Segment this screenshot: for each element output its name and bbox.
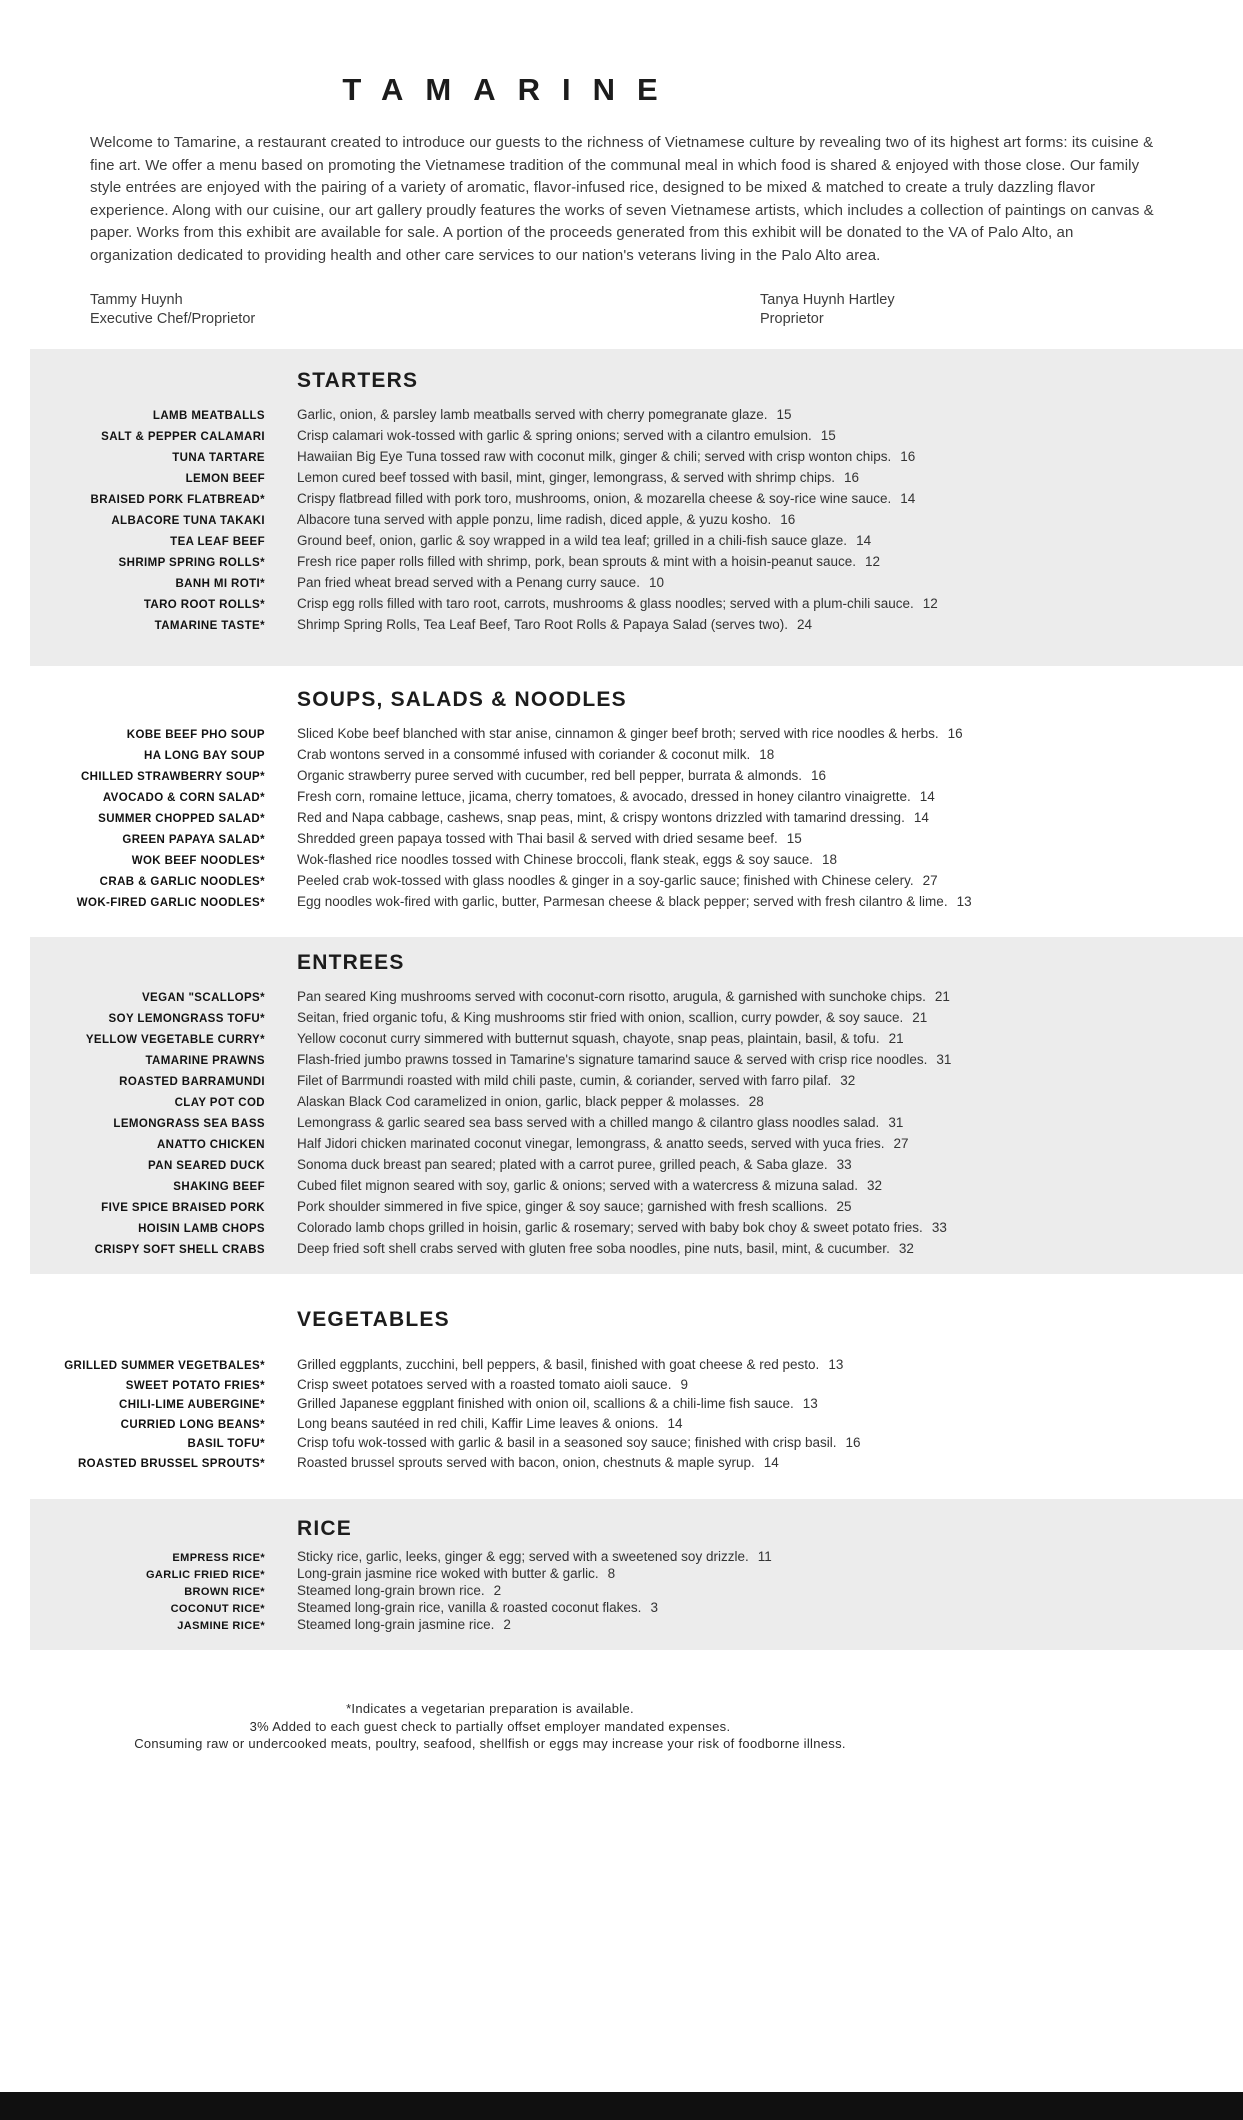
proprietor-signature <box>760 291 895 329</box>
menu-item <box>30 468 1235 489</box>
menu-item <box>30 1566 1235 1583</box>
item-price: 14 <box>667 1415 683 1431</box>
item-price: 2 <box>503 1617 511 1632</box>
item-description-text: Hawaiian Big Eye Tuna tossed raw with coconut milk, ginger & chili; served with crisp wonton chips. <box>297 449 892 464</box>
menu-item <box>30 1008 1235 1029</box>
item-description <box>297 447 915 466</box>
item-description <box>297 987 950 1006</box>
item-description-text: Cubed filet mignon seared with soy, garlic & onions; served with a watercress & mizuna salad. <box>297 1178 859 1193</box>
item-description <box>297 531 871 550</box>
item-price: 21 <box>912 1010 928 1025</box>
item-name: BROWN RICE* <box>184 1586 265 1598</box>
item-description <box>297 1050 951 1069</box>
item-price: 13 <box>828 1357 844 1372</box>
item-price: 28 <box>748 1094 764 1109</box>
item-description <box>297 1376 688 1394</box>
section-title-starters: STARTERS <box>297 369 419 392</box>
item-price: 16 <box>900 449 916 464</box>
item-description <box>297 594 938 613</box>
item-description-text: Roasted brussel sprouts served with bacon, onion, chestnuts & maple syrup. <box>297 1454 755 1470</box>
item-price: 15 <box>786 831 802 846</box>
item-price: 15 <box>776 407 792 422</box>
chef-name: Tammy Huynh <box>90 292 183 308</box>
item-description <box>297 1415 683 1433</box>
item-description-text: Long beans sautéed in red chili, Kaffir Lime leaves & onions. <box>297 1415 659 1431</box>
item-description-text: Crisp egg rolls filled with taro root, carrots, mushrooms & glass noodles; served with a plum-chili sauce. <box>297 596 914 611</box>
item-description-text: Seitan, fried organic tofu, & King mushrooms stir fried with onion, scallion, curry powder, & soy sauce. <box>297 1010 904 1025</box>
menu-item <box>30 1239 1235 1260</box>
menu-item <box>30 426 1235 447</box>
item-name: CHILI-LIME AUBERGINE* <box>119 1399 265 1411</box>
item-name: JASMINE RICE* <box>177 1620 265 1632</box>
menu-item <box>30 987 1235 1008</box>
item-description <box>297 1617 511 1633</box>
item-name: VEGAN "SCALLOPS* <box>141 992 265 1004</box>
item-description <box>297 1434 861 1452</box>
item-name: TUNA TARTARE <box>172 452 265 464</box>
item-description-text: Sliced Kobe beef blanched with star anise, cinnamon & ginger beef broth; served with rice noodles & herbs. <box>297 726 939 741</box>
proprietor-title: Proprietor <box>760 311 824 327</box>
item-description <box>297 871 938 890</box>
menu-item <box>30 1583 1235 1600</box>
item-description <box>297 1092 764 1111</box>
section-title-rice: RICE <box>297 1517 352 1540</box>
item-description-text: Grilled eggplants, zucchini, bell peppers, & basil, finished with goat cheese & red pesto. <box>297 1357 820 1372</box>
menu-item <box>30 573 1235 594</box>
section-entrees <box>30 937 1243 1274</box>
item-name: LEMON BEEF <box>185 473 265 485</box>
item-name: YELLOW VEGETABLE CURRY* <box>85 1034 265 1046</box>
item-name: FIVE SPICE BRAISED PORK <box>101 1202 265 1214</box>
item-description-text: Albacore tuna served with apple ponzu, lime radish, diced apple, & yuzu kosho. <box>297 512 772 527</box>
footer-note-surcharge: 3% Added to each guest check to partially offset employer mandated expenses. <box>249 1718 731 1734</box>
item-price: 2 <box>493 1583 502 1598</box>
item-price: 14 <box>919 789 935 804</box>
item-description-text: Deep fried soft shell crabs served with gluten free soba noodles, pine nuts, basil, mint, & cucumber. <box>297 1241 890 1256</box>
item-name: SHAKING BEEF <box>173 1181 265 1193</box>
item-name: TAMARINE TASTE* <box>154 620 265 632</box>
section-soups-salads-noodles <box>30 666 1243 937</box>
item-description <box>297 1134 909 1153</box>
item-name: KOBE BEEF PHO SOUP <box>126 729 265 741</box>
item-name: SOY LEMONGRASS TOFU* <box>108 1013 265 1025</box>
item-description <box>297 426 836 445</box>
item-name: SHRIMP SPRING ROLLS* <box>118 557 265 569</box>
item-price: 16 <box>947 726 963 741</box>
item-price: 31 <box>888 1115 904 1130</box>
item-description <box>297 468 859 487</box>
menu-item <box>30 1092 1235 1113</box>
item-price: 13 <box>802 1396 818 1411</box>
item-name: COCONUT RICE* <box>170 1603 265 1615</box>
item-name: WOK-FIRED GARLIC NOODLES* <box>76 897 265 909</box>
menu-item <box>30 1454 1235 1474</box>
item-name: HOISIN LAMB CHOPS <box>138 1223 265 1235</box>
item-price: 16 <box>811 768 827 783</box>
menu-item <box>30 745 1235 766</box>
section-rice <box>30 1499 1243 1650</box>
item-price: 21 <box>888 1031 904 1046</box>
menu-item <box>30 787 1235 808</box>
item-name: PAN SEARED DUCK <box>148 1160 265 1172</box>
item-description-text: Yellow coconut curry simmered with butternut squash, chayote, snap peas, plaintain, basil, & tofu. <box>297 1031 880 1046</box>
item-description-text: Alaskan Black Cod caramelized in onion, garlic, black pepper & molasses. <box>297 1094 740 1109</box>
item-description-text: Half Jidori chicken marinated coconut vinegar, lemongrass, & anatto seeds, served with yuca fries. <box>297 1136 885 1151</box>
item-description <box>297 766 826 785</box>
signature-row <box>90 291 1243 333</box>
item-description-text: Steamed long-grain jasmine rice. <box>297 1617 495 1632</box>
item-price: 16 <box>845 1435 861 1450</box>
item-name: CHILLED STRAWBERRY SOUP* <box>80 771 265 783</box>
menu-item <box>30 1071 1235 1092</box>
item-price: 12 <box>865 554 881 569</box>
menu-item <box>30 1218 1235 1239</box>
item-description-text: Wok-flashed rice noodles tossed with Chinese broccoli, flank steak, eggs & soy sauce. <box>297 852 814 867</box>
item-price: 14 <box>913 810 929 825</box>
item-description-text: Red and Napa cabbage, cashews, snap peas, mint, & crispy wontons drizzled with tamarind dressing. <box>297 810 905 825</box>
item-description-text: Crisp calamari wok-tossed with garlic & spring onions; served with a cilantro emulsion. <box>297 428 812 443</box>
footer-note-vegetarian: *Indicates a vegetarian preparation is available. <box>346 1701 634 1716</box>
item-description <box>297 489 915 508</box>
menu-item <box>30 1395 1235 1415</box>
item-description-text: Colorado lamb chops grilled in hoisin, garlic & rosemary; served with baby bok choy & sweet potato fries. <box>297 1220 923 1235</box>
item-name: CLAY POT COD <box>174 1097 265 1109</box>
item-description <box>297 1454 779 1472</box>
chef-title: Executive Chef/Proprietor <box>90 311 256 327</box>
menu-item <box>30 594 1235 615</box>
menu-item <box>30 1415 1235 1435</box>
item-price: 32 <box>840 1073 856 1088</box>
item-name: ANATTO CHICKEN <box>156 1139 265 1151</box>
item-name: EMPRESS RICE* <box>172 1552 265 1564</box>
item-price: 13 <box>956 894 972 909</box>
menu-item <box>30 724 1235 745</box>
menu-item <box>30 1113 1235 1134</box>
item-price: 3 <box>650 1600 658 1615</box>
item-name: ALBACORE TUNA TAKAKI <box>111 515 265 527</box>
item-name: SALT & PEPPER CALAMARI <box>101 431 265 443</box>
item-price: 33 <box>836 1157 852 1172</box>
section-title-entrees: ENTREES <box>297 951 405 974</box>
item-name: ROASTED BARRAMUNDI <box>119 1076 265 1088</box>
item-description-text: Organic strawberry puree served with cucumber, red bell pepper, burrata & almonds. <box>297 768 802 783</box>
menu-item <box>30 766 1235 787</box>
menu-item <box>30 447 1235 468</box>
item-name: WOK BEEF NOODLES* <box>131 855 265 867</box>
item-description <box>297 552 880 571</box>
item-description-text: Lemon cured beef tossed with basil, mint, ginger, lemongrass, & served with shrimp chips. <box>297 470 836 485</box>
menu-item <box>30 1029 1235 1050</box>
section-starters <box>30 349 1243 666</box>
section-title-vegetables: VEGETABLES <box>297 1308 450 1331</box>
item-name: TARO ROOT ROLLS* <box>143 599 265 611</box>
item-description-text: Crisp sweet potatoes served with a roasted tomato aioli sauce. <box>297 1376 672 1392</box>
item-name: SUMMER CHOPPED SALAD* <box>98 813 265 825</box>
item-description-text: Lemongrass & garlic seared sea bass served with a chilled mango & cilantro glass noodles salad. <box>297 1115 880 1130</box>
item-description <box>297 510 795 529</box>
item-price: 32 <box>898 1241 914 1256</box>
item-name: TAMARINE PRAWNS <box>145 1055 265 1067</box>
item-description <box>297 1113 903 1132</box>
item-price: 31 <box>936 1052 952 1067</box>
menu-item <box>30 510 1235 531</box>
item-price: 16 <box>780 512 796 527</box>
menu-page <box>0 72 1243 1753</box>
item-description-text: Crispy flatbread filled with pork toro, mushrooms, onion, & mozarella cheese & soy-rice wine sauce. <box>297 491 892 506</box>
menu-item <box>30 489 1235 510</box>
menu-item <box>30 1549 1235 1566</box>
item-name: GREEN PAPAYA SALAD* <box>122 834 265 846</box>
item-description-text: Grilled Japanese eggplant finished with onion oil, scallions & a chili-lime fish sauce. <box>297 1396 794 1411</box>
item-name: BRAISED PORK FLATBREAD* <box>90 494 265 506</box>
item-name: SWEET POTATO FRIES* <box>125 1379 265 1392</box>
item-description-text: Steamed long-grain rice, vanilla & roasted coconut flakes. <box>297 1600 642 1615</box>
item-price: 16 <box>844 470 860 485</box>
intro-paragraph: Welcome to Tamarine, a restaurant created to introduce our guests to the richness of Vietnamese culture by revealing two of its highest art forms: its cuisine & fine art. We offer a menu based on promoting the Vietnamese tradition of the communal meal in which food is shared & enjoyed with those close. Our family style entrées are enjoyed with the pairing of a variety of aromatic, flavor-infused rice, designed to be mixed & matched to create a truly dazzling flavor experience. Along with our cuisine, our art gallery proudly features the works of seven Vietnamese artists, which includes a collection of paintings on canvas & paper. Works from this exhibit are available for sale. A portion of the proceeds generated from this exhibit will be donated to the VA of Palo Alto, an organization dedicated to providing health and other care services to our nation's veterans living in the Palo Alto area. <box>90 134 1154 264</box>
menu-item <box>30 1356 1235 1376</box>
item-description-text: Steamed long-grain brown rice. <box>297 1583 485 1598</box>
menu-item <box>30 1134 1235 1155</box>
item-description <box>297 850 837 869</box>
item-description <box>297 1566 615 1582</box>
item-description-text: Long-grain jasmine rice woked with butter & garlic. <box>297 1566 599 1581</box>
item-description <box>297 1155 852 1174</box>
item-description <box>297 1029 904 1048</box>
item-description <box>297 1008 927 1027</box>
item-description-text: Crisp tofu wok-tossed with garlic & basil in a seasoned soy sauce; finished with crisp basil. <box>297 1435 837 1450</box>
item-description-text: Fresh rice paper rolls filled with shrimp, pork, bean sprouts & mint with a hoisin-peanut sauce. <box>297 554 857 569</box>
item-name: BASIL TOFU* <box>187 1438 265 1450</box>
item-price: 14 <box>856 533 872 548</box>
item-description <box>297 1197 852 1216</box>
item-description-text: Pan seared King mushrooms served with coconut-corn risotto, arugula, & garnished with sunchoke chips. <box>297 989 926 1004</box>
restaurant-title: TAMARINE <box>342 72 680 107</box>
item-price: 18 <box>759 747 775 762</box>
menu-item <box>30 1050 1235 1071</box>
section-title-soups-salads-noodles: SOUPS, SALADS & NOODLES <box>297 688 627 711</box>
item-price: 12 <box>922 596 938 611</box>
item-name: CURRIED LONG BEANS* <box>120 1418 265 1431</box>
footer-notes <box>0 1700 980 1753</box>
item-description <box>297 787 935 806</box>
item-description <box>297 573 664 592</box>
item-name: LAMB MEATBALLS <box>152 410 265 422</box>
menu-item <box>30 850 1235 871</box>
item-price: 14 <box>900 491 916 506</box>
footer-note-health-warning: Consuming raw or undercooked meats, poultry, seafood, shellfish or eggs may increase your risk of foodborne illness. <box>134 1736 846 1751</box>
item-description-text: Filet of Barrmundi roasted with mild chili paste, cumin, & coriander, served with farro pilaf. <box>297 1073 832 1088</box>
menu-item <box>30 871 1235 892</box>
bottom-black-bar <box>0 2092 1243 2120</box>
item-name: HA LONG BAY SOUP <box>144 750 265 762</box>
item-description-text: Sticky rice, garlic, leeks, ginger & egg; served with a sweetened soy drizzle. <box>297 1549 749 1564</box>
item-description-text: Egg noodles wok-fired with garlic, butter, Parmesan cheese & black pepper; served with fresh cilantro & lime. <box>297 894 948 909</box>
menu-item <box>30 1434 1235 1454</box>
item-description-text: Pork shoulder simmered in five spice, ginger & soy sauce; garnished with fresh scallions. <box>297 1199 828 1214</box>
item-name: ROASTED BRUSSEL SPROUTS* <box>77 1457 265 1470</box>
proprietor-name: Tanya Huynh Hartley <box>760 292 895 308</box>
item-description <box>297 1071 855 1090</box>
item-price: 14 <box>763 1454 779 1470</box>
menu-item <box>30 1155 1235 1176</box>
item-name: AVOCADO & CORN SALAD* <box>102 792 265 804</box>
item-description-text: Garlic, onion, & parsley lamb meatballs served with cherry pomegranate glaze. <box>297 407 768 422</box>
item-name: TEA LEAF BEEF <box>170 536 265 548</box>
menu-item <box>30 1376 1235 1396</box>
item-price: 11 <box>757 1549 772 1564</box>
item-description <box>297 405 792 424</box>
menu-item <box>30 808 1235 829</box>
chef-signature <box>90 291 1243 329</box>
section-vegetables <box>30 1274 1243 1499</box>
item-price: 25 <box>836 1199 852 1214</box>
item-name: BANH MI ROTI* <box>175 578 265 590</box>
item-price: 10 <box>648 575 664 590</box>
item-description <box>297 1395 818 1413</box>
item-price: 18 <box>822 852 838 867</box>
item-price: 8 <box>607 1566 616 1581</box>
item-description-text: Pan fried wheat bread served with a Penang curry sauce. <box>297 575 640 590</box>
item-name: LEMONGRASS SEA BASS <box>113 1118 265 1130</box>
item-description <box>297 808 929 827</box>
menu-item <box>30 1176 1235 1197</box>
item-description <box>297 1549 772 1565</box>
item-description-text: Shredded green papaya tossed with Thai basil & served with dried sesame beef. <box>297 831 778 846</box>
menu-item <box>30 1600 1235 1617</box>
item-description-text: Ground beef, onion, garlic & soy wrapped in a wild tea leaf; grilled in a chili-fish sauce glaze. <box>297 533 848 548</box>
item-description <box>297 1176 882 1195</box>
menu-item <box>30 615 1235 636</box>
item-description-text: Crab wontons served in a consommé infused with coriander & coconut milk. <box>297 747 751 762</box>
item-description <box>297 615 812 634</box>
item-description <box>297 1600 658 1616</box>
item-price: 27 <box>893 1136 909 1151</box>
item-description <box>297 1356 843 1374</box>
menu-item <box>30 405 1235 426</box>
item-price: 27 <box>922 873 938 888</box>
menu-item <box>30 1197 1235 1218</box>
item-description-text: Sonoma duck breast pan seared; plated with a carrot puree, grilled peach, & Saba glaze. <box>297 1157 828 1172</box>
item-price: 15 <box>820 428 836 443</box>
item-name: GRILLED SUMMER VEGETBALES* <box>64 1360 265 1372</box>
item-price: 32 <box>867 1178 883 1193</box>
item-description <box>297 1583 501 1599</box>
item-name: CRISPY SOFT SHELL CRABS <box>94 1244 265 1256</box>
item-description-text: Peeled crab wok-tossed with glass noodles & ginger in a soy-garlic sauce; finished with Chinese celery. <box>297 873 914 888</box>
menu-item <box>30 531 1235 552</box>
menu-item <box>30 552 1235 573</box>
item-price: 24 <box>797 617 813 632</box>
menu-item <box>30 1617 1235 1634</box>
item-description <box>297 745 774 764</box>
menu-item <box>30 892 1235 913</box>
item-name: GARLIC FRIED RICE* <box>145 1569 265 1581</box>
item-description-text: Shrimp Spring Rolls, Tea Leaf Beef, Taro Root Rolls & Papaya Salad (serves two). <box>297 617 788 632</box>
item-description-text: Fresh corn, romaine lettuce, jicama, cherry tomatoes, & avocado, dressed in honey cilantro vinaigrette. <box>297 789 911 804</box>
menu-sections <box>0 349 1243 1650</box>
item-price: 21 <box>934 989 950 1004</box>
item-description <box>297 1239 914 1258</box>
item-description <box>297 1218 947 1237</box>
item-name: CRAB & GARLIC NOODLES* <box>99 876 265 888</box>
item-description <box>297 892 972 911</box>
item-description-text: Flash-fried jumbo prawns tossed in Tamarine's signature tamarind sauce & served with crisp rice noodles. <box>297 1052 928 1067</box>
item-price: 33 <box>931 1220 947 1235</box>
item-description <box>297 724 963 743</box>
item-description <box>297 829 802 848</box>
item-price: 9 <box>680 1376 688 1392</box>
menu-item <box>30 829 1235 850</box>
